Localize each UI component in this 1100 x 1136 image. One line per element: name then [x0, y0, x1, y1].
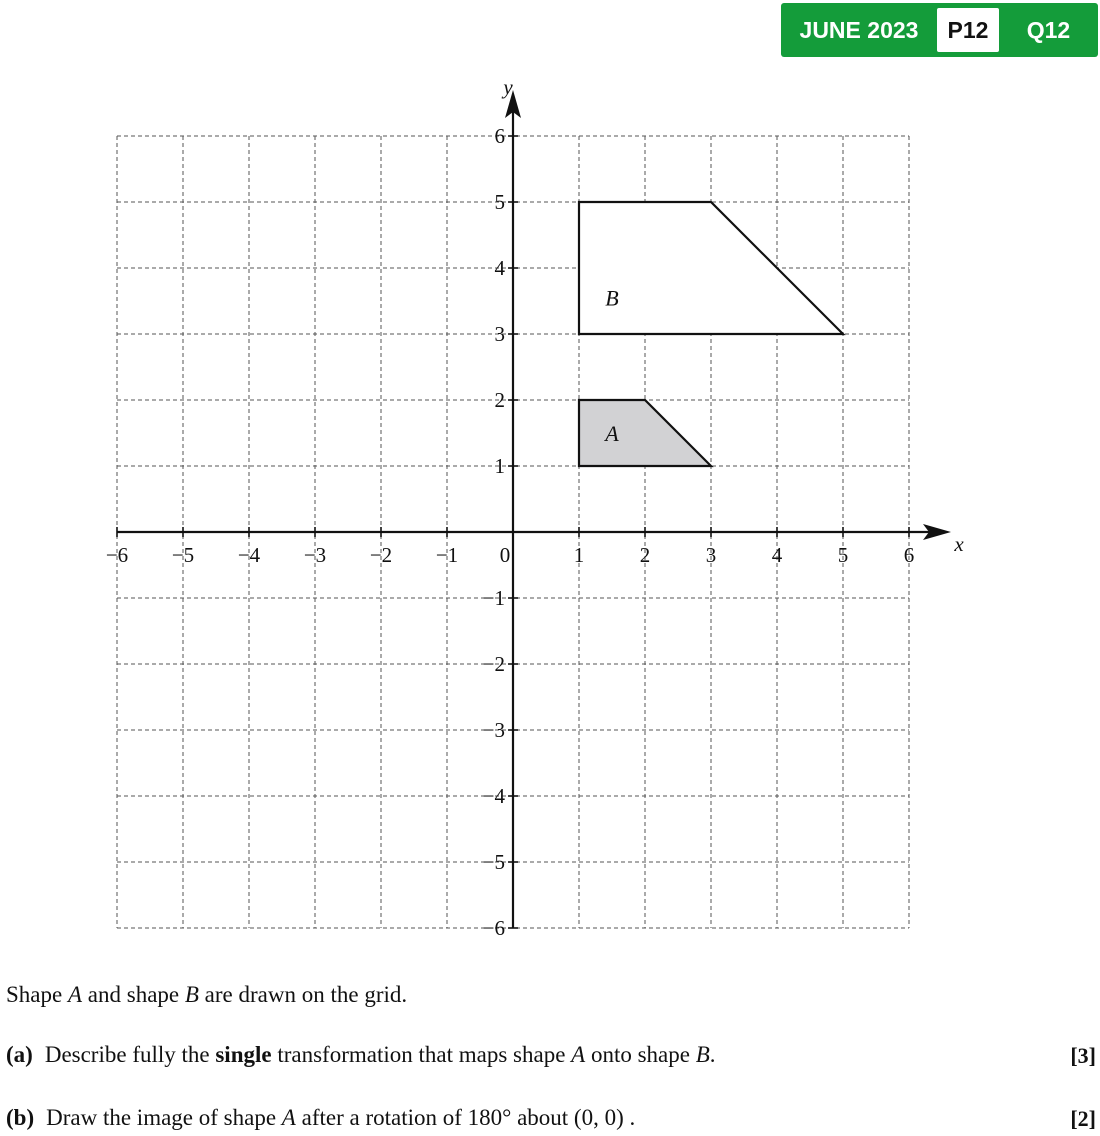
x-tick-label: −5	[171, 543, 195, 567]
shape-a	[579, 400, 711, 466]
y-tick-label: −2	[482, 652, 505, 676]
x-axis-label: x	[954, 532, 964, 556]
shape-b-label: B	[605, 285, 619, 311]
part-a-tag: (a)	[6, 1042, 33, 1067]
x-tick-label: 2	[639, 543, 651, 567]
y-tick-label: 2	[494, 388, 505, 412]
y-tick-label: 5	[494, 190, 505, 214]
paper-number: P12	[937, 8, 999, 52]
y-tick-label: −4	[482, 784, 505, 808]
y-axis-label: y	[503, 75, 513, 99]
part-b-tag: (b)	[6, 1105, 35, 1130]
y-tick-label: 6	[494, 124, 505, 148]
shape-b-ref: B	[184, 982, 199, 1007]
question-number: Q12	[1026, 16, 1071, 43]
x-tick-label: 5	[837, 543, 849, 567]
x-tick-label: −1	[435, 543, 459, 567]
x-tick-label: 6	[903, 543, 915, 567]
part-b-text: (b) Draw the image of shape A after a rotation of 180° about (0, 0) .	[6, 1105, 636, 1130]
y-tick-label: 1	[494, 454, 505, 478]
y-tick-label: 3	[494, 322, 505, 346]
x-tick-label: −4	[237, 543, 261, 567]
y-tick-label: −3	[482, 718, 505, 742]
question-intro: Shape A and shape B are drawn on the grid.	[6, 982, 408, 1007]
y-tick-label: −6	[482, 916, 505, 940]
x-tick-label: −3	[303, 543, 327, 567]
part-a-text: (a) Describe fully the single transformation that maps shape A onto shape B.	[6, 1042, 716, 1067]
x-tick-label: 4	[771, 543, 783, 567]
part-b-marks: [2]	[1070, 1106, 1096, 1131]
x-tick-label: −2	[369, 543, 393, 567]
x-tick-label: −6	[105, 543, 129, 567]
y-tick-label: 4	[494, 256, 505, 280]
x-tick-label: 1	[573, 543, 585, 567]
y-tick-label: −5	[482, 850, 505, 874]
y-tick-label: −1	[482, 586, 505, 610]
shape-a-ref: A	[67, 982, 83, 1007]
part-a-marks: [3]	[1070, 1043, 1096, 1068]
x-tick-label: 3	[705, 543, 717, 567]
x-tick-label: 0	[499, 543, 511, 567]
shape-a-label: A	[605, 421, 619, 446]
exam-session: JUNE 2023	[799, 16, 919, 43]
